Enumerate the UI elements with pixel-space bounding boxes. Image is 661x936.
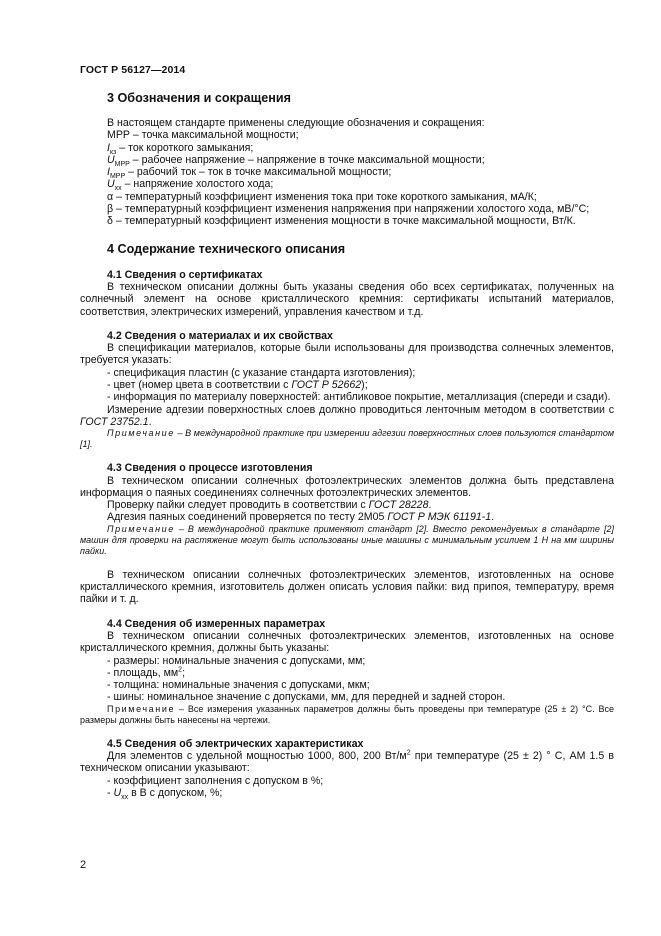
s44-note-text: – Все измерения указанных параметров должны быть проведены при температуре (25 ± 2) °С. Все размеры должны быть нанесены на чертежи.: [80, 703, 614, 725]
s44-item-2-end: ;: [182, 666, 186, 679]
s42-item-1: - спецификация пластин (с указание стандарта изготовления);: [107, 366, 416, 379]
s43-text-3-body: Адгезия паяных соединений проверяется по тесту 2М05: [107, 511, 388, 524]
s44-note-label: Примечание: [107, 703, 176, 714]
s3-impp-text: – рабочий ток – ток в точке максимальной мощности;: [125, 166, 392, 179]
section-4-4-title: 4.4 Сведения об измеренных параметрах: [107, 617, 326, 630]
document-header: ГОСТ Р 56127—2014: [80, 64, 186, 76]
s42-note-label: Примечание: [107, 428, 175, 439]
section-3-title: 3 Обозначения и сокращения: [107, 91, 291, 105]
s3-umpp: [107, 154, 614, 166]
s3-impp-symbol: I: [107, 166, 110, 179]
s43-text-2-end: .: [428, 499, 432, 512]
s44-text: В техническом описании солнечных фотоэлектрических элементов, изготовленных на основе кристаллического кремния, должны быть указаны:: [80, 629, 614, 655]
s44-item-2-sup: 2: [178, 666, 183, 674]
s3-beta: β – температурный коэффициент изменения напряжения при напряжении холостого хода, мВ/°С;: [107, 203, 590, 216]
s43-note-text: – В международной практике применяют стандарт [2]. Вместо рекомендуемых в стандарте [2] машин для проверки на растяжение могут быть использованы иные машины с минимальным усилием 1 Н на мм ширины пайки.: [80, 523, 614, 556]
s44-item-1: - размеры: номинальные значения с допусками, мм;: [107, 654, 366, 667]
s43-note: [80, 524, 614, 557]
s42-item-2-text: - цвет (номер цвета в соответствии с: [107, 379, 292, 392]
s45-item-2-text: в В с допуском, %;: [128, 786, 223, 799]
s3-isc-subscript: кз: [109, 148, 117, 156]
s42-adhesion: [80, 404, 614, 429]
s3-isc-text: – ток короткого замыкания;: [116, 141, 254, 154]
s44-note: [80, 704, 614, 726]
s42-item-2: [107, 379, 614, 391]
s44-item-2: [107, 667, 614, 679]
s43-text-1: В техническом описании солнечных фотоэлектрических элементов должна быть представлена информация о паяных соединениях солнечных фотоэлектрических элементов.: [80, 474, 614, 499]
s3-mpp: МРР – точка максимальной мощности;: [107, 129, 299, 142]
s42-note: [80, 428, 614, 450]
section-4-title: 4 Содержание технического описания: [107, 241, 346, 256]
s45-item-1: - коэффициент заполнения с допуском в %;: [107, 774, 324, 787]
s42-item-2-end: );: [361, 379, 368, 392]
s3-umpp-text: – рабочее напряжение – напряжение в точке максимальной мощности;: [129, 153, 485, 166]
s3-umpp-subscript: MPP: [114, 161, 130, 168]
s3-impp-subscript: MPP: [109, 173, 126, 181]
s45-item-2-subscript: хх: [121, 793, 129, 801]
s45-text-end: при температуре (25 ± 2) ° С, АМ 1.5 в техническом описании указывают:: [80, 749, 614, 775]
s45-item-2-symbol: U: [113, 786, 122, 799]
s3-umpp-symbol: U: [107, 153, 115, 166]
s42-note-text: – В международной практике при измерении адгезии поверхностных слоев пользуются стандартом [1].: [80, 428, 614, 450]
s3-uxx-symbol: U: [107, 178, 115, 191]
s3-uxx-subscript: хх: [114, 185, 122, 193]
s45-text: [80, 750, 614, 775]
s43-text-3: [107, 511, 614, 523]
s42-adhesion-end: .: [148, 415, 152, 428]
s45-text-body: Для элементов с удельной мощностью 1000, 800, 200 Вт/м: [107, 749, 407, 762]
s43-text-2-ref: ГОСТ 28228: [368, 499, 429, 512]
s44-item-3: - толщина: номинальные значения с допусками, мкм;: [107, 679, 370, 692]
s3-isc: [107, 142, 614, 154]
s3-alpha: α – температурный коэффициент изменения тока при токе короткого замыкания, мА/К;: [107, 190, 537, 203]
s43-text-3-ref: ГОСТ Р МЭК 61191-1: [387, 511, 492, 524]
section-4-1-title: 4.1 Сведения о сертификатах: [107, 268, 263, 281]
s3-uxx: [107, 178, 614, 193]
s42-item-2-ref: ГОСТ Р 52662: [291, 379, 362, 392]
s3-delta: δ – температурный коэффициент изменения мощности в точке максимальной мощности, Вт/К.: [107, 215, 576, 228]
page-number: 2: [80, 859, 87, 871]
s43-text-3-end: .: [491, 511, 495, 524]
s43-text-2: [107, 499, 614, 511]
s43-text-2-body: Проверку пайки следует проводить в соответствии с: [107, 499, 369, 512]
s43-text-4: В техническом описании солнечных фотоэлектрических элементов, изготовленных на основе кристаллического кремния, изготовитель должен описать условия пайки: вид припоя, температуру, время пайки и т. д.: [80, 568, 614, 606]
s45-item-2-dash: -: [107, 786, 114, 799]
s43-note-label: Примечание: [107, 523, 175, 534]
s45-text-sup: 2: [406, 749, 411, 757]
s3-impp: [107, 166, 614, 181]
s42-text: В спецификации материалов, которые были использованы для производства солнечных элементов, требуется указать:: [80, 342, 614, 367]
s3-uxx-text: – напряжение холостого хода;: [121, 178, 274, 191]
s41-text: В техническом описании должны быть указаны сведения обо всех сертификатах, полученных на солнечный элемент на основе кристаллического кремния: сертификаты испытаний материалов, соответствия, электрических измерений, управления качеством и т.д.: [80, 280, 614, 318]
s42-item-3: - информация по материалу поверхностей: антибликовое покрытие, металлизация (спереди и сзади).: [107, 391, 611, 404]
s44-item-2-text: - площадь, мм: [107, 666, 179, 679]
section-4-2-title: 4.2 Сведения о материалах и их свойствах: [107, 329, 333, 342]
section-4-5-title: 4.5 Сведения об электрических характеристиках: [107, 737, 364, 750]
s3-intro: В настоящем стандарте применены следующие обозначения и сокращения:: [107, 117, 485, 129]
s42-adhesion-ref: ГОСТ 23752.1: [80, 415, 149, 428]
section-4-3-title: 4.3 Сведения о процессе изготовления: [107, 462, 313, 475]
s45-item-2: [107, 787, 614, 799]
s44-item-4: - шины: номинальное значение с допусками, мм, для передней и задней сторон.: [107, 691, 506, 704]
s42-adhesion-text: Измерение адгезии поверхностных слоев должно проводиться ленточным методом в соответствии с: [107, 403, 614, 416]
s3-isc-symbol: I: [107, 141, 110, 154]
document-body: [80, 91, 614, 799]
